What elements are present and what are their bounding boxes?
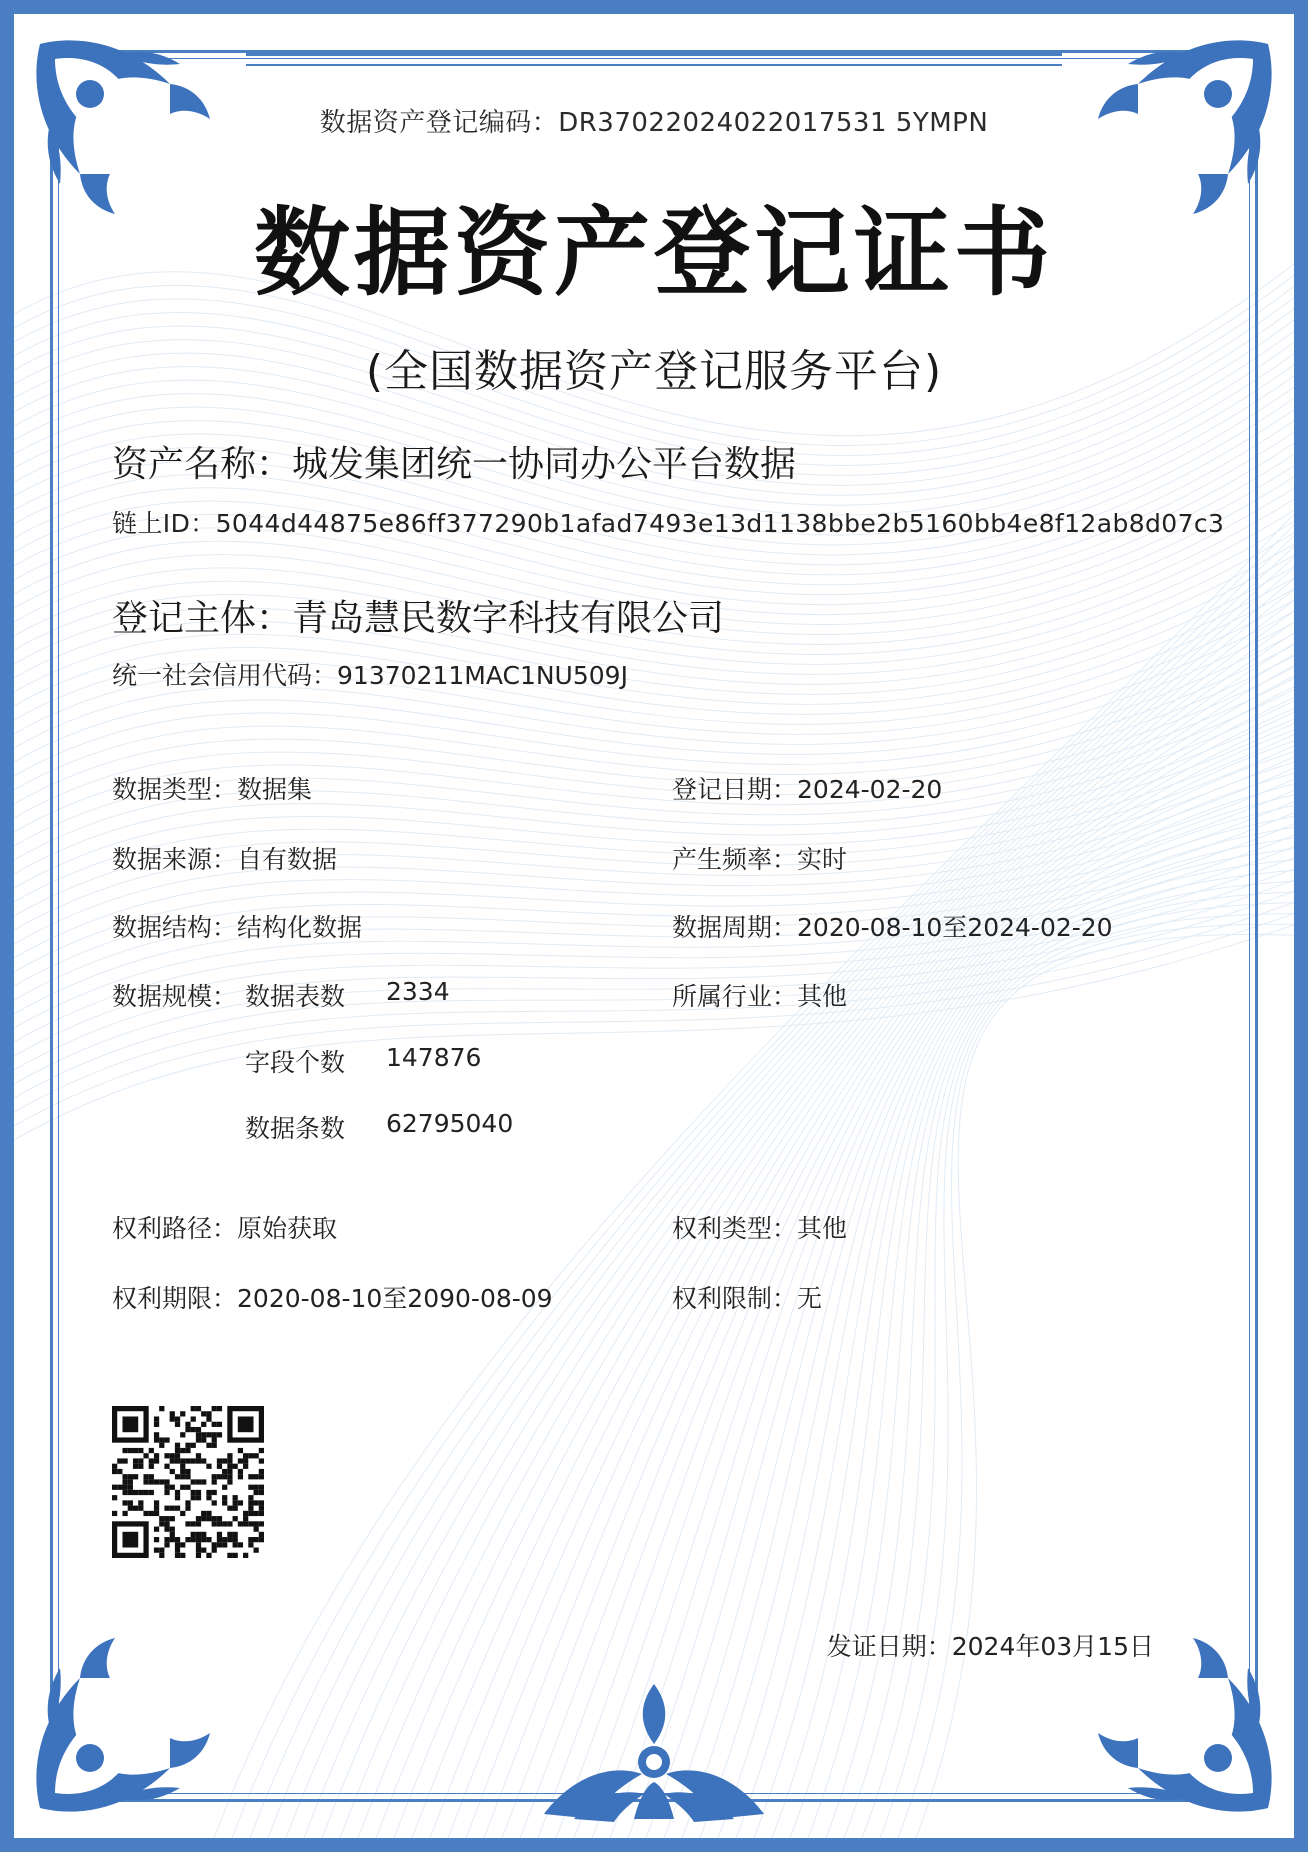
scale-row-name: 字段个数 (245, 1048, 346, 1077)
registration-subject: 登记主体：青岛慧民数字科技有限公司 (112, 598, 725, 639)
field-frequency: 产生频率：实时 (672, 845, 848, 874)
field-data-source: 数据来源：自有数据 (112, 845, 338, 874)
credit-code: 统一社会信用代码：91370211MAC1NU509J (112, 661, 628, 690)
chain-id: 链上ID：5044d44875e86ff377290b1afad7493e13d1138bbe2b5160bb4e8f12ab8d07c3 (112, 509, 1225, 538)
qr-code-icon[interactable] (112, 1406, 264, 1558)
field-rights-restriction: 权利限制：无 (672, 1284, 823, 1313)
scale-row-value: 62795040 (386, 1109, 514, 1138)
registration-number: 数据资产登记编码：DR37022024022017531 5YMPN (319, 108, 989, 138)
certificate-subtitle: (全国数据资产登记服务平台) (365, 346, 943, 397)
scale-row-name: 数据条数 (245, 1114, 346, 1143)
registration-number-value: DR37022024022017531 5YMPN (558, 108, 989, 138)
credit-code-value: 91370211MAC1NU509J (337, 661, 628, 690)
field-industry: 所属行业：其他 (672, 982, 848, 1011)
scale-row-value: 147876 (386, 1043, 482, 1072)
field-registration-date: 登记日期：2024-02-20 (672, 775, 943, 804)
bottom-center-ornament (534, 1674, 774, 1824)
field-rights-term: 权利期限：2020-08-10至2090-08-09 (112, 1284, 553, 1313)
asset-name: 资产名称：城发集团统一协同办公平台数据 (112, 444, 797, 485)
chain-id-value: 5044d44875e86ff377290b1afad7493e13d1138bbe2b5160bb4e8f12ab8d07c3 (215, 509, 1225, 538)
asset-name-value: 城发集团统一协同办公平台数据 (292, 444, 797, 485)
field-rights-path: 权利路径：原始获取 (112, 1214, 338, 1243)
field-rights-type: 权利类型：其他 (672, 1214, 848, 1243)
corner-ornament-bottom-left (20, 1628, 220, 1828)
field-data-period: 数据周期：2020-08-10至2024-02-20 (672, 913, 1113, 942)
scale-row-value: 2334 (386, 977, 450, 1006)
issue-date-value: 2024年03月15日 (951, 1632, 1154, 1661)
field-data-type: 数据类型：数据集 (112, 775, 313, 804)
certificate-title: 数据资产登记证书 (254, 197, 1054, 309)
scale-row-name: 数据表数 (245, 982, 346, 1011)
field-data-structure: 数据结构：结构化数据 (112, 913, 363, 942)
field-data-scale-label: 数据规模： (112, 982, 238, 1011)
top-bar-thin (246, 64, 1062, 66)
top-bar (246, 52, 1062, 56)
issue-date: 发证日期：2024年03月15日 (826, 1632, 1154, 1661)
subject-value: 青岛慧民数字科技有限公司 (292, 598, 725, 639)
